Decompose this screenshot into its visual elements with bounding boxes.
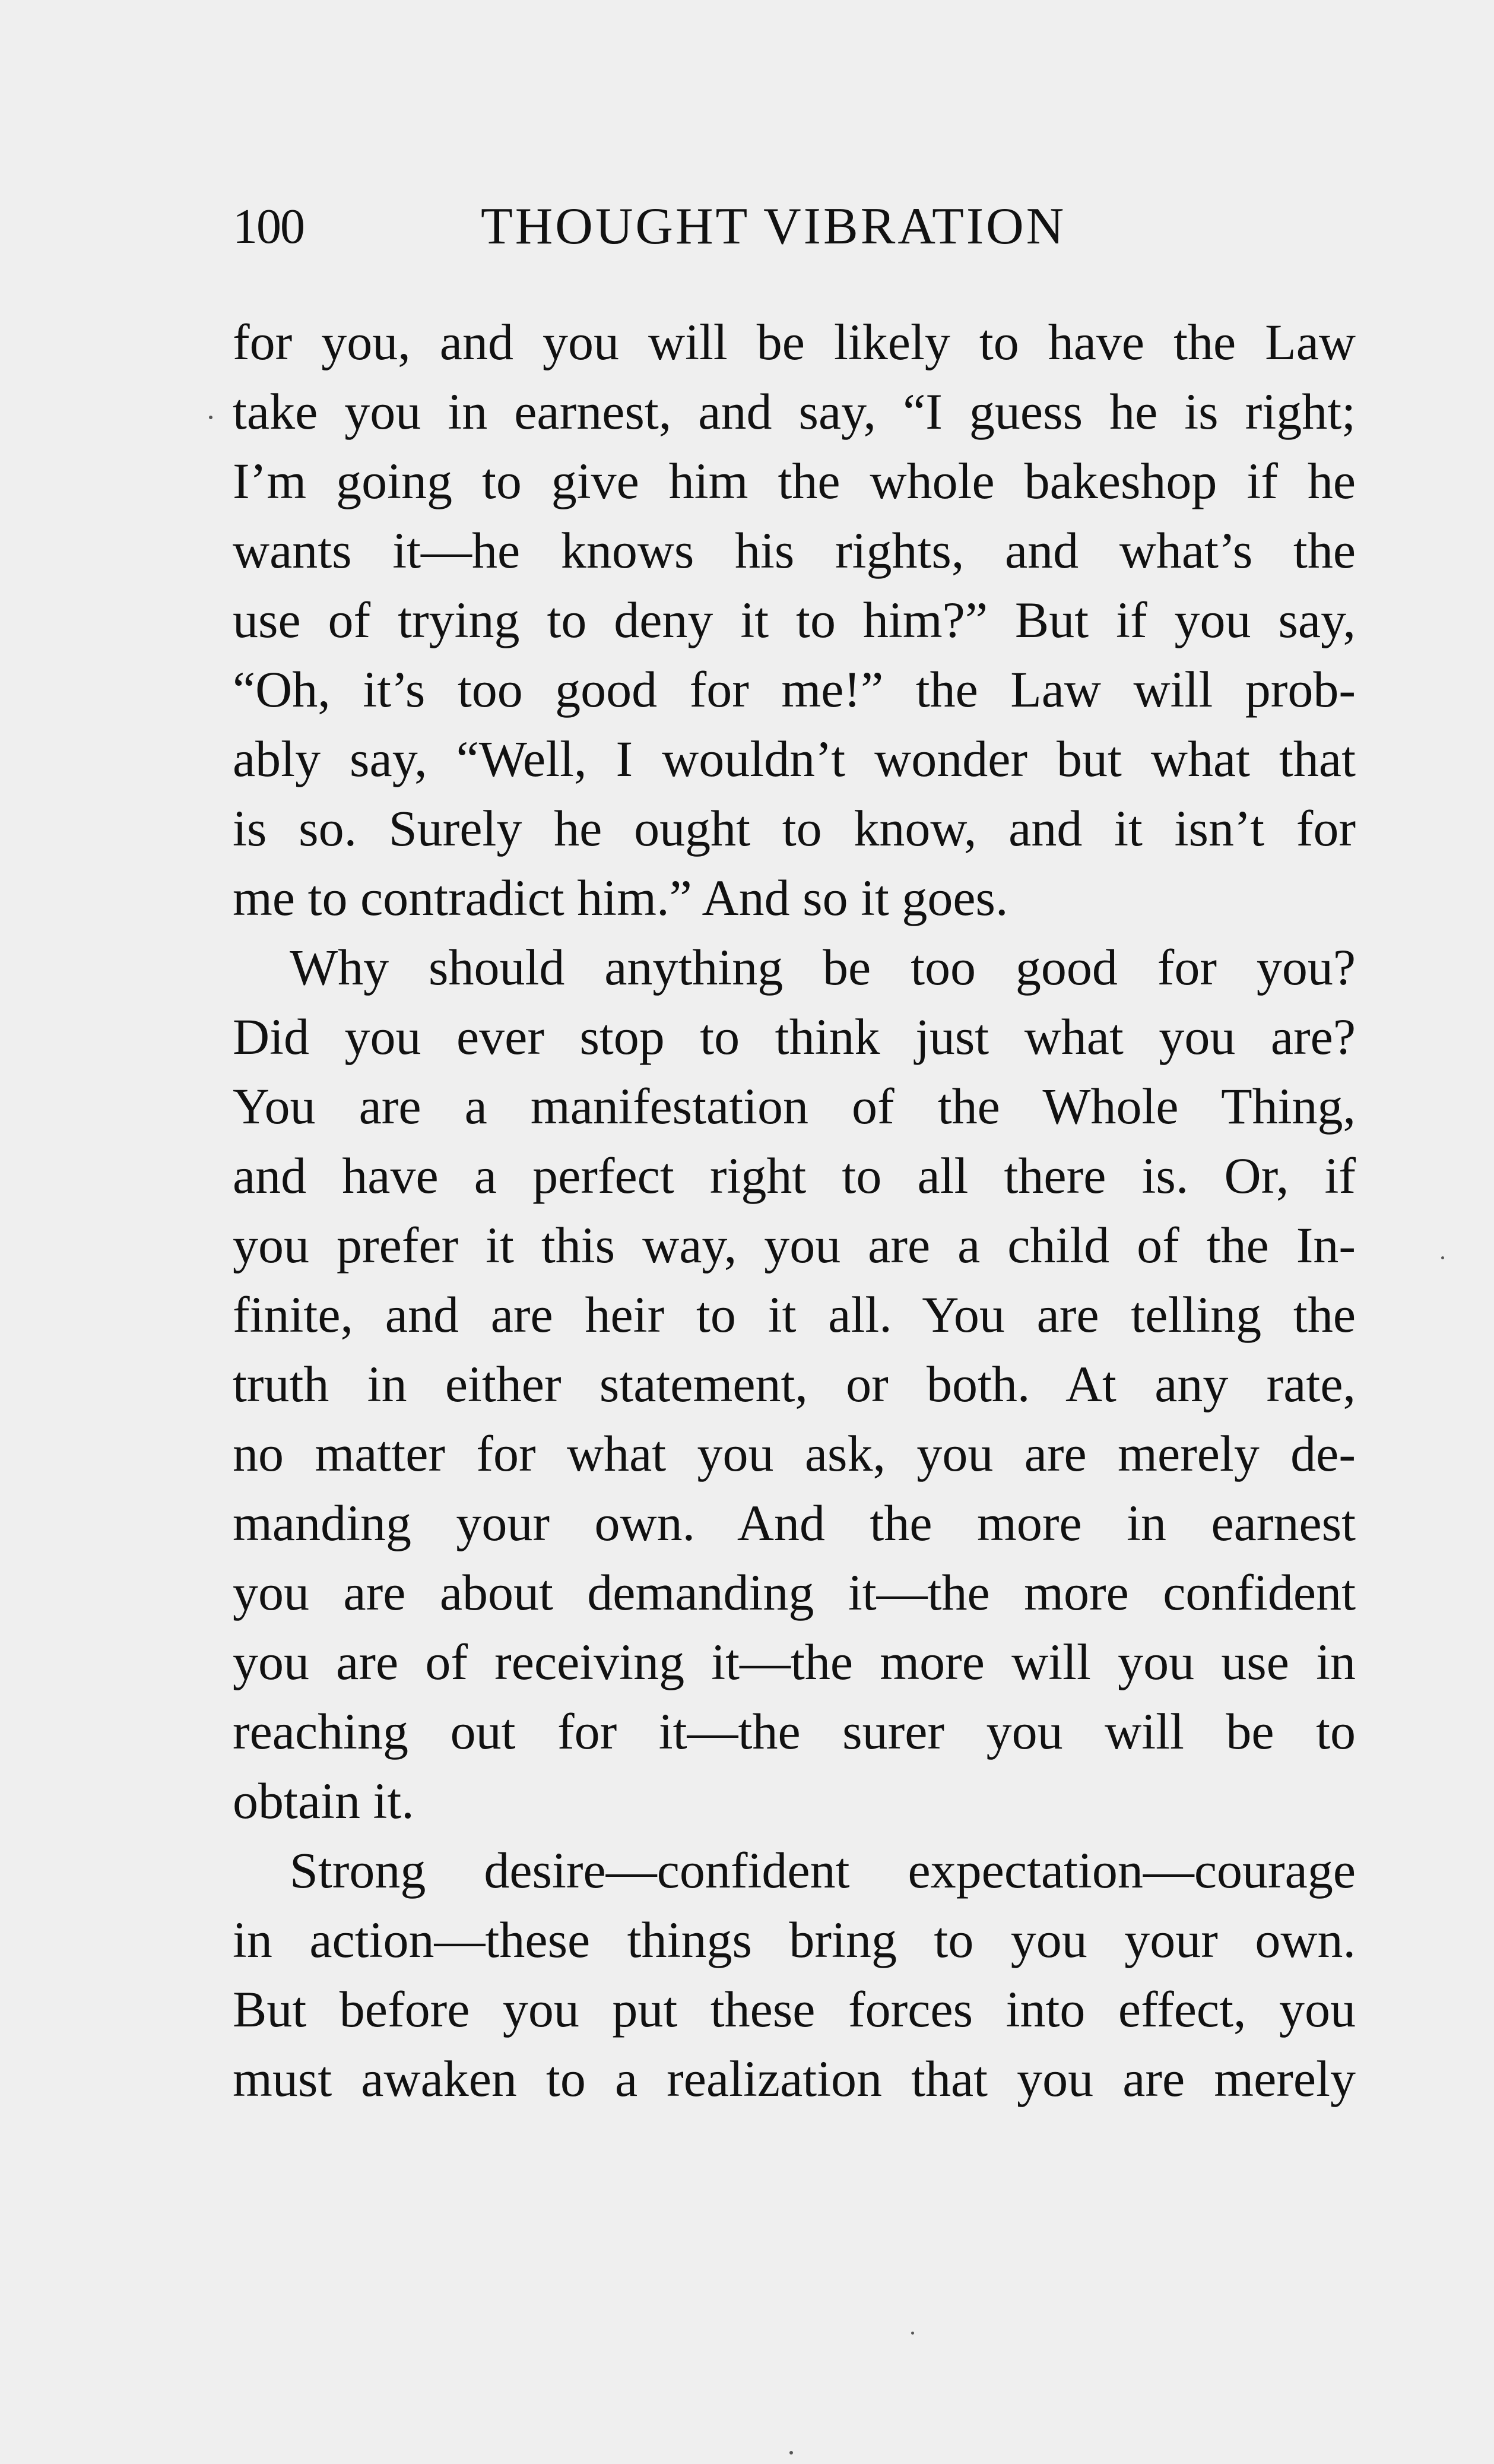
text-line: no matter for what you ask, you are merely de- [233, 1425, 1356, 1482]
text-line: Strong desire—confident expectation—courage [290, 1842, 1356, 1899]
text-line: is so. Surely he ought to know, and it isn’t for [233, 800, 1356, 857]
text-line: in action—these things bring to you your own. [233, 1911, 1356, 1968]
text-line: “Oh, it’s too good for me!” the Law will prob- [233, 661, 1356, 718]
text-line: finite, and are heir to it all. You are telling the [233, 1286, 1356, 1343]
running-title: THOUGHT VIBRATION [481, 198, 1067, 255]
text-line: for you, and you will be likely to have the Law [233, 313, 1356, 370]
text-line: manding your own. And the more in earnest [233, 1494, 1356, 1551]
text-line: you are about demanding it—the more confident [233, 1564, 1356, 1621]
scan-speck [911, 2332, 914, 2335]
text-line: obtain it. [233, 1772, 414, 1829]
scan-speck [789, 2451, 793, 2455]
page-number: 100 [233, 199, 304, 254]
text-line: you prefer it this way, you are a child of the In- [233, 1217, 1356, 1274]
paragraph-1 [233, 308, 1356, 933]
text-line: But before you put these forces into effect, you [233, 1981, 1356, 2038]
text-line: must awaken to a realization that you are merely [233, 2050, 1356, 2107]
text-line: wants it—he knows his rights, and what’s the [233, 522, 1356, 579]
text-line: truth in either statement, or both. At any rate, [233, 1355, 1356, 1412]
scan-speck [209, 416, 212, 419]
paragraph-2 [233, 933, 1356, 1836]
running-head [233, 191, 1356, 262]
text-line: Why should anything be too good for you? [290, 939, 1356, 996]
text-line: and have a perfect right to all there is. Or, if [233, 1147, 1356, 1204]
text-line: I’m going to give him the whole bakeshop if he [233, 452, 1356, 509]
text-line: ably say, “Well, I wouldn’t wonder but what that [233, 730, 1356, 787]
body-text [233, 308, 1356, 2114]
text-line: you are of receiving it—the more will you use in [233, 1633, 1356, 1690]
scan-speck [1441, 1256, 1444, 1259]
paragraph-3 [233, 1836, 1356, 2114]
text-line: use of trying to deny it to him?” But if you say, [233, 591, 1356, 648]
text-line: take you in earnest, and say, “I guess he is right; [233, 383, 1356, 440]
text-line: me to contradict him.” And so it goes. [233, 869, 1008, 926]
text-line: You are a manifestation of the Whole Thing, [233, 1078, 1356, 1135]
text-line: reaching out for it—the surer you will be to [233, 1703, 1356, 1760]
text-line: Did you ever stop to think just what you are? [233, 1008, 1356, 1065]
